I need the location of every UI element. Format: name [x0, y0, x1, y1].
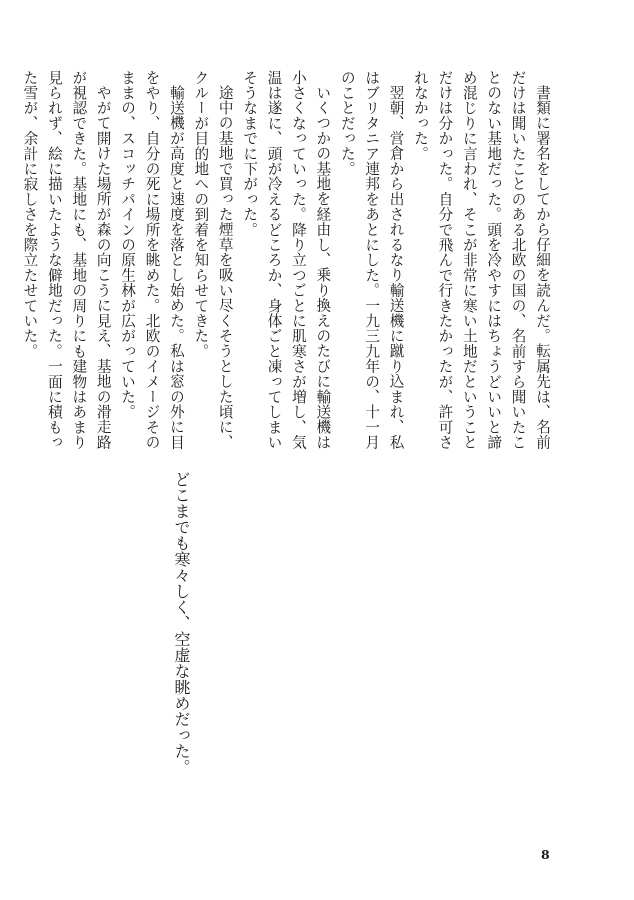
closing-line: どこまでも寒々しく、空虚な眺めだった。	[172, 471, 191, 775]
vertical-text-body	[21, 70, 554, 830]
upper-text-block	[17, 70, 554, 458]
paragraph-4: 途中の基地で買った煙草を吸い尽くそうとした頃に、クルーが目的地への到着を知らせてきた。	[192, 70, 234, 450]
paragraph-2: 翌朝、営倉から出されるなり輸送機に蹴り込まれ、私はブリタニア連邦をあとにした。一九三九年の、十一月のことだった。	[338, 70, 405, 450]
paragraph-1: 書類に署名をしてから仔細を読んだ。転属先は、名前だけは聞いたことのある北欧の国の、名前すら聞いたことのない基地だった。頭を冷やすにはちょうどいいと諦め混じりに言われ、そこが非常に寒い土地だということだけは分かった。自分で飛んで行きたかったが、許可されなかった。	[411, 70, 551, 450]
paragraph-3: いくつかの基地を経由し、乗り換えのたびに輸送機は小さくなっていった。降り立つごとに肌寒さが増し、気温は遂に、頭が冷えるどころか、身体ごと凍ってしまいそうなまでに下がった。	[241, 70, 332, 450]
paragraph-5: 輸送機が高度と速度を落とし始めた。私は窓の外に目をやり、自分の死に場所を眺めた。北欧のイメージそのままの、スコッチパインの原生林が広がっていた。	[119, 70, 185, 450]
page-number: 8	[541, 847, 550, 862]
paragraph-6: やがて開けた場所が森の向こうに見え、基地の滑走路が視認できた。基地にも、基地の周りにも建物はあまり見られず、絵に描いたような僻地だった。一面に積もった雪が、余計に寂しさを際立たせていた。	[21, 70, 112, 450]
